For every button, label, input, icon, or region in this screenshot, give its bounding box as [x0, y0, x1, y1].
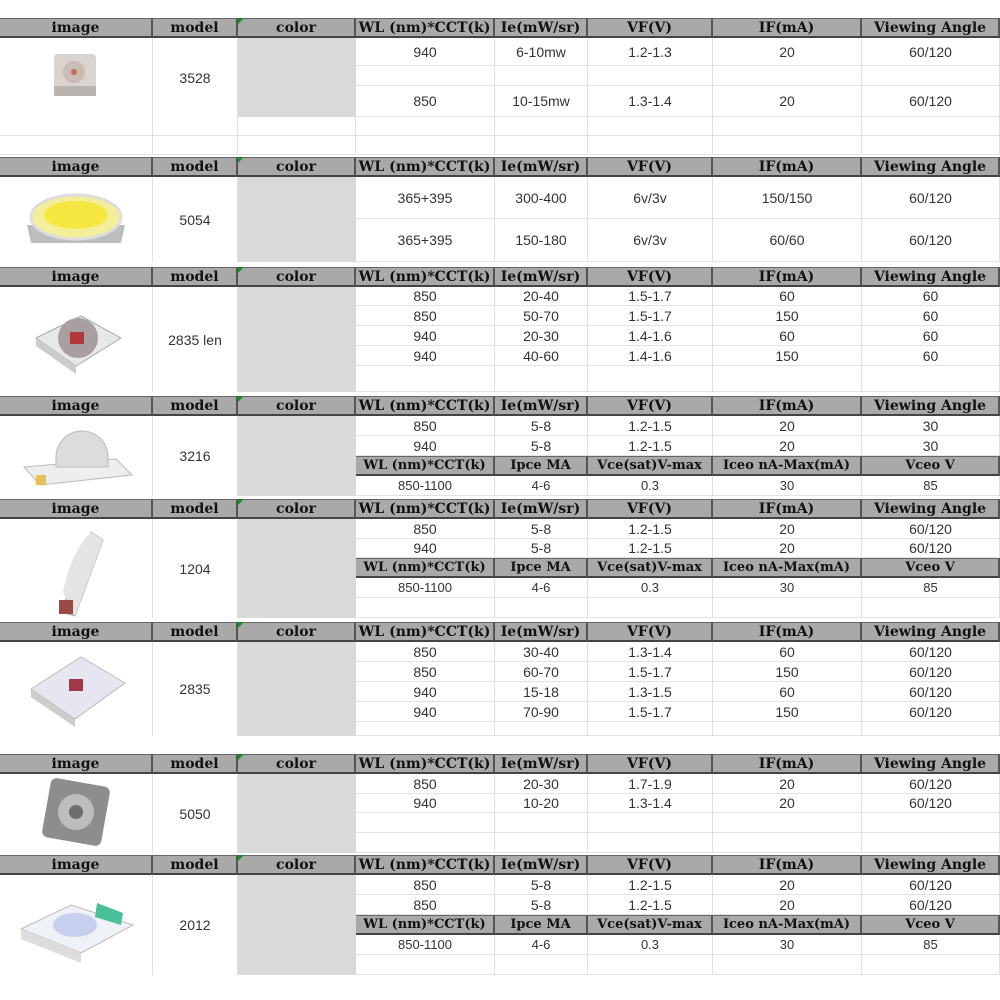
- color-swatch-cell[interactable]: [238, 774, 356, 853]
- column-header-if[interactable]: IF(mA): [713, 267, 862, 287]
- cell-wl-2[interactable]: 1.2-1.5: [588, 895, 713, 915]
- cell-wl-4[interactable]: 60/120: [862, 875, 1000, 895]
- cell-wl-1[interactable]: 50-70: [495, 306, 588, 326]
- column-header-image[interactable]: image: [0, 157, 153, 177]
- empty-cell[interactable]: [238, 136, 356, 155]
- column-header-model[interactable]: model: [153, 622, 238, 642]
- cell-ipce[interactable]: 4-6: [495, 578, 588, 598]
- cell-wl-0[interactable]: 365+395: [356, 177, 495, 219]
- sub-header-vce[interactable]: Vce(sat)V-max: [588, 915, 713, 935]
- empty-cell[interactable]: [862, 955, 1000, 975]
- column-header-angle[interactable]: Viewing Angle: [862, 499, 1000, 519]
- cell-wl-0[interactable]: 940: [356, 539, 495, 558]
- cell-wl-0[interactable]: 850: [356, 416, 495, 436]
- column-header-ie[interactable]: Ie(mW/sr): [495, 157, 588, 177]
- empty-row: [0, 136, 1000, 155]
- cell-wl-2[interactable]: 1.2-1.5: [588, 519, 713, 539]
- color-swatch-cell[interactable]: [238, 287, 356, 392]
- empty-cell[interactable]: [862, 813, 1000, 833]
- cell-wl-0[interactable]: 940: [356, 682, 495, 702]
- cell-wl-4[interactable]: 60: [862, 306, 1000, 326]
- sub-header-wl[interactable]: WL (nm)*CCT(k): [356, 915, 495, 935]
- empty-cell[interactable]: [862, 136, 1000, 155]
- column-header-if[interactable]: IF(mA): [713, 754, 862, 774]
- model-cell[interactable]: 2835: [153, 642, 238, 736]
- column-header-vf[interactable]: VF(V): [588, 499, 713, 519]
- empty-cell[interactable]: [356, 366, 495, 392]
- column-header-vf[interactable]: VF(V): [588, 157, 713, 177]
- cell-wl-1[interactable]: 40-60: [495, 346, 588, 366]
- sub-header-vce[interactable]: Vce(sat)V-max: [588, 558, 713, 578]
- empty-cell[interactable]: [356, 833, 495, 853]
- sub-header-vceo[interactable]: Vceo V: [862, 456, 1000, 476]
- cell-wl-2[interactable]: 1.4-1.6: [588, 346, 713, 366]
- column-header-if[interactable]: IF(mA): [713, 157, 862, 177]
- column-header-color[interactable]: color: [238, 754, 356, 774]
- column-header-angle[interactable]: Viewing Angle: [862, 855, 1000, 875]
- model-cell[interactable]: 5054: [153, 177, 238, 262]
- column-header-color[interactable]: color: [238, 396, 356, 416]
- cell-wl-4[interactable]: 60/120: [862, 539, 1000, 558]
- empty-cell[interactable]: [238, 117, 356, 136]
- cell-wl-1[interactable]: 5-8: [495, 875, 588, 895]
- column-header-wl[interactable]: WL (nm)*CCT(k): [356, 396, 495, 416]
- comment-indicator-icon: [238, 267, 244, 273]
- empty-cell[interactable]: [588, 955, 713, 975]
- column-header-ie[interactable]: Ie(mW/sr): [495, 855, 588, 875]
- column-header-angle[interactable]: Viewing Angle: [862, 267, 1000, 287]
- led-image-rgb: [36, 772, 116, 855]
- led-image-wide: [21, 183, 131, 256]
- empty-cell[interactable]: [495, 722, 588, 736]
- sub-header-ipce[interactable]: Ipce MA: [495, 456, 588, 476]
- cell-wl-0[interactable]: 850: [356, 306, 495, 326]
- column-header-angle[interactable]: Viewing Angle: [862, 157, 1000, 177]
- led-image-small: [11, 879, 141, 972]
- led-image-square: [46, 46, 106, 109]
- empty-cell[interactable]: [588, 136, 713, 155]
- column-header-vf[interactable]: VF(V): [588, 267, 713, 287]
- image-cell: [0, 875, 153, 975]
- cell-wl-1[interactable]: 5-8: [495, 436, 588, 456]
- sub-header-wl[interactable]: WL (nm)*CCT(k): [356, 558, 495, 578]
- cell-wl-0[interactable]: 940: [356, 436, 495, 456]
- cell-wl-2[interactable]: 1.4-1.6: [588, 326, 713, 346]
- empty-cell[interactable]: [713, 117, 862, 136]
- image-cell: [0, 519, 153, 618]
- empty-cell[interactable]: [356, 955, 495, 975]
- cell-wl-0[interactable]: 940: [356, 38, 495, 66]
- cell-wl-2[interactable]: 1.2-1.5: [588, 436, 713, 456]
- cell-wl-4[interactable]: 60: [862, 287, 1000, 306]
- empty-cell[interactable]: [588, 833, 713, 853]
- cell-wl-4[interactable]: 30: [862, 416, 1000, 436]
- column-header-wl[interactable]: WL (nm)*CCT(k): [356, 499, 495, 519]
- column-header-vf[interactable]: VF(V): [588, 396, 713, 416]
- column-header-angle[interactable]: Viewing Angle: [862, 754, 1000, 774]
- column-header-model[interactable]: model: [153, 855, 238, 875]
- column-header-wl[interactable]: WL (nm)*CCT(k): [356, 754, 495, 774]
- column-header-wl[interactable]: WL (nm)*CCT(k): [356, 855, 495, 875]
- cell-wl-4[interactable]: 60/120: [862, 519, 1000, 539]
- empty-cell[interactable]: [356, 813, 495, 833]
- comment-indicator-icon: [238, 18, 244, 24]
- comment-indicator-icon: [238, 396, 244, 402]
- cell-wl-0[interactable]: 365+395: [356, 219, 495, 262]
- cell-vce[interactable]: 0.3: [588, 935, 713, 955]
- column-header-model[interactable]: model: [153, 157, 238, 177]
- cell-wl-0[interactable]: 850: [356, 519, 495, 539]
- column-header-wl[interactable]: WL (nm)*CCT(k): [356, 622, 495, 642]
- model-cell[interactable]: 2012: [153, 875, 238, 975]
- empty-cell[interactable]: [713, 955, 862, 975]
- column-header-vf[interactable]: VF(V): [588, 622, 713, 642]
- color-swatch-cell[interactable]: [238, 519, 356, 618]
- cell-wl-0[interactable]: 850: [356, 287, 495, 306]
- cell-wl-2[interactable]: 1.3-1.5: [588, 682, 713, 702]
- cell-wl-1[interactable]: 5-8: [495, 895, 588, 915]
- cell-wl-2[interactable]: 1.3-1.4: [588, 642, 713, 662]
- column-header-model[interactable]: model: [153, 396, 238, 416]
- image-cell: [0, 774, 153, 853]
- led-image-side: [41, 512, 111, 625]
- column-header-vf[interactable]: VF(V): [588, 18, 713, 38]
- column-header-image[interactable]: image: [0, 754, 153, 774]
- cell-wl-4[interactable]: 60/120: [862, 177, 1000, 219]
- cell-wl-4[interactable]: 60/120: [862, 38, 1000, 66]
- empty-cell[interactable]: [713, 136, 862, 155]
- led-image-dome: [16, 415, 136, 498]
- sub-header-vceo[interactable]: Vceo V: [862, 558, 1000, 578]
- column-header-image[interactable]: image: [0, 855, 153, 875]
- cell-vceo[interactable]: 85: [862, 476, 1000, 496]
- cell-wl-4[interactable]: 60: [862, 346, 1000, 366]
- column-header-color[interactable]: color: [238, 157, 356, 177]
- column-header-color[interactable]: color: [238, 18, 356, 38]
- cell-wl-2[interactable]: [588, 66, 713, 86]
- empty-cell[interactable]: [713, 722, 862, 736]
- cell-wl-3[interactable]: 20: [713, 436, 862, 456]
- column-header-if[interactable]: IF(mA): [713, 622, 862, 642]
- model-cell[interactable]: 2835 len: [153, 287, 238, 392]
- column-header-image[interactable]: image: [0, 267, 153, 287]
- cell-vce[interactable]: 0.3: [588, 476, 713, 496]
- cell-wl-1[interactable]: 10-20: [495, 794, 588, 813]
- image-cell: [0, 416, 153, 496]
- cell-wl-2[interactable]: 1.2-1.5: [588, 539, 713, 558]
- column-header-color[interactable]: color: [238, 267, 356, 287]
- cell-wl-2[interactable]: 1.7-1.9: [588, 774, 713, 794]
- empty-cell[interactable]: [588, 366, 713, 392]
- cell-vceo[interactable]: 85: [862, 935, 1000, 955]
- column-header-vf[interactable]: VF(V): [588, 855, 713, 875]
- empty-cell[interactable]: [153, 117, 238, 136]
- model-cell[interactable]: 1204: [153, 519, 238, 618]
- cell-iceo[interactable]: 30: [713, 578, 862, 598]
- comment-indicator-icon: [238, 499, 244, 505]
- empty-cell[interactable]: [862, 366, 1000, 392]
- cell-vce[interactable]: 0.3: [588, 578, 713, 598]
- cell-wl-0[interactable]: 850: [356, 875, 495, 895]
- cell-wl-3[interactable]: 20: [713, 774, 862, 794]
- cell-wl-4[interactable]: 60/120: [862, 682, 1000, 702]
- column-header-color[interactable]: color: [238, 499, 356, 519]
- cell-wl-3[interactable]: 150: [713, 306, 862, 326]
- empty-cell[interactable]: [356, 598, 495, 618]
- cell-wl-3[interactable]: 20: [713, 416, 862, 436]
- empty-cell[interactable]: [495, 598, 588, 618]
- image-cell: [0, 177, 153, 262]
- cell-wl-3[interactable]: 150: [713, 346, 862, 366]
- cell-vceo[interactable]: 85: [862, 578, 1000, 598]
- column-header-model[interactable]: model: [153, 499, 238, 519]
- cell-wl-2[interactable]: 6v/3v: [588, 219, 713, 262]
- cell-wl-4[interactable]: 60/120: [862, 219, 1000, 262]
- cell-wl[interactable]: 850-1100: [356, 935, 495, 955]
- column-header-angle[interactable]: Viewing Angle: [862, 622, 1000, 642]
- empty-cell[interactable]: [356, 136, 495, 155]
- empty-cell[interactable]: [495, 813, 588, 833]
- sub-header-ipce[interactable]: Ipce MA: [495, 558, 588, 578]
- cell-wl-2[interactable]: 1.5-1.7: [588, 306, 713, 326]
- header-row: [0, 18, 1000, 38]
- cell-wl-1[interactable]: 5-8: [495, 539, 588, 558]
- column-header-ie[interactable]: Ie(mW/sr): [495, 396, 588, 416]
- comment-indicator-icon: [238, 855, 244, 861]
- column-header-wl[interactable]: WL (nm)*CCT(k): [356, 157, 495, 177]
- cell-wl-0[interactable]: 940: [356, 326, 495, 346]
- cell-wl-1[interactable]: 20-30: [495, 326, 588, 346]
- cell-wl-1[interactable]: 6-10mw: [495, 38, 588, 66]
- header-row: [0, 396, 1000, 416]
- column-header-vf[interactable]: VF(V): [588, 754, 713, 774]
- column-header-image[interactable]: image: [0, 396, 153, 416]
- cell-wl-0[interactable]: 850: [356, 642, 495, 662]
- cell-wl-4[interactable]: [862, 66, 1000, 86]
- cell-wl-1[interactable]: 5-8: [495, 519, 588, 539]
- cell-wl-1[interactable]: 20-40: [495, 287, 588, 306]
- model-cell[interactable]: 3528: [153, 38, 238, 117]
- color-swatch-cell[interactable]: [238, 416, 356, 496]
- cell-wl-3[interactable]: 20: [713, 794, 862, 813]
- led-image-lens: [26, 298, 126, 381]
- column-header-wl[interactable]: WL (nm)*CCT(k): [356, 267, 495, 287]
- column-header-angle[interactable]: Viewing Angle: [862, 396, 1000, 416]
- empty-cell[interactable]: [713, 598, 862, 618]
- header-row: [0, 267, 1000, 287]
- image-cell: [0, 287, 153, 392]
- column-header-ie[interactable]: Ie(mW/sr): [495, 18, 588, 38]
- column-header-color[interactable]: color: [238, 855, 356, 875]
- cell-wl-3[interactable]: 20: [713, 519, 862, 539]
- cell-wl-1[interactable]: 150-180: [495, 219, 588, 262]
- empty-cell[interactable]: [356, 722, 495, 736]
- empty-row: [0, 117, 1000, 136]
- cell-wl-0[interactable]: 940: [356, 702, 495, 722]
- comment-indicator-icon: [238, 622, 244, 628]
- empty-cell[interactable]: [495, 117, 588, 136]
- cell-wl-2[interactable]: 1.5-1.7: [588, 287, 713, 306]
- empty-cell[interactable]: [588, 813, 713, 833]
- column-header-if[interactable]: IF(mA): [713, 18, 862, 38]
- cell-wl-3[interactable]: 20: [713, 539, 862, 558]
- comment-indicator-icon: [238, 157, 244, 163]
- empty-cell[interactable]: [713, 813, 862, 833]
- cell-wl-0[interactable]: 850: [356, 86, 495, 117]
- cell-wl-2[interactable]: 1.3-1.4: [588, 86, 713, 117]
- empty-cell[interactable]: [153, 136, 238, 155]
- cell-wl-3[interactable]: 20: [713, 86, 862, 117]
- cell-wl-0[interactable]: 940: [356, 794, 495, 813]
- column-header-ie[interactable]: Ie(mW/sr): [495, 622, 588, 642]
- empty-cell[interactable]: [862, 722, 1000, 736]
- sub-header-vceo[interactable]: Vceo V: [862, 915, 1000, 935]
- cell-ipce[interactable]: 4-6: [495, 935, 588, 955]
- column-header-model[interactable]: model: [153, 18, 238, 38]
- empty-cell[interactable]: [862, 598, 1000, 618]
- column-header-if[interactable]: IF(mA): [713, 499, 862, 519]
- cell-wl-4[interactable]: 60/120: [862, 895, 1000, 915]
- sub-header-ipce[interactable]: Ipce MA: [495, 915, 588, 935]
- cell-iceo[interactable]: 30: [713, 935, 862, 955]
- empty-cell[interactable]: [588, 117, 713, 136]
- cell-wl-1[interactable]: 30-40: [495, 642, 588, 662]
- empty-cell[interactable]: [588, 722, 713, 736]
- cell-wl-4[interactable]: 60/120: [862, 642, 1000, 662]
- sub-header-vce[interactable]: Vce(sat)V-max: [588, 456, 713, 476]
- cell-wl-3[interactable]: 60: [713, 326, 862, 346]
- cell-wl-3[interactable]: 20: [713, 875, 862, 895]
- cell-wl-4[interactable]: 60/120: [862, 774, 1000, 794]
- cell-ipce[interactable]: 4-6: [495, 476, 588, 496]
- cell-wl-0[interactable]: 850: [356, 895, 495, 915]
- model-cell[interactable]: 5050: [153, 774, 238, 853]
- cell-wl-2[interactable]: 1.3-1.4: [588, 794, 713, 813]
- cell-wl-1[interactable]: 70-90: [495, 702, 588, 722]
- cell-wl-0[interactable]: 850: [356, 662, 495, 682]
- empty-cell[interactable]: [588, 598, 713, 618]
- header-row: [0, 855, 1000, 875]
- led-image-chip: [21, 643, 131, 736]
- cell-wl-1[interactable]: 10-15mw: [495, 86, 588, 117]
- image-cell: [0, 642, 153, 736]
- header-row: [0, 157, 1000, 177]
- sub-header-iceo[interactable]: Iceo nA-Max(mA): [713, 456, 862, 476]
- cell-wl-1[interactable]: 20-30: [495, 774, 588, 794]
- color-swatch-cell[interactable]: [238, 642, 356, 736]
- column-header-ie[interactable]: Ie(mW/sr): [495, 267, 588, 287]
- cell-wl-4[interactable]: 30: [862, 436, 1000, 456]
- image-cell: [0, 38, 153, 117]
- empty-cell[interactable]: [713, 833, 862, 853]
- empty-cell[interactable]: [862, 117, 1000, 136]
- empty-cell[interactable]: [356, 117, 495, 136]
- column-header-image[interactable]: image: [0, 18, 153, 38]
- cell-wl-1[interactable]: 60-70: [495, 662, 588, 682]
- cell-wl-4[interactable]: 60/120: [862, 86, 1000, 117]
- cell-wl-2[interactable]: 1.2-1.5: [588, 416, 713, 436]
- cell-wl[interactable]: 850-1100: [356, 578, 495, 598]
- comment-indicator-icon: [238, 754, 244, 760]
- cell-wl-3[interactable]: 60: [713, 642, 862, 662]
- cell-wl-2[interactable]: 1.5-1.7: [588, 702, 713, 722]
- column-header-ie[interactable]: Ie(mW/sr): [495, 754, 588, 774]
- cell-wl-3[interactable]: 150: [713, 662, 862, 682]
- cell-wl-4[interactable]: 60/120: [862, 662, 1000, 682]
- empty-cell[interactable]: [0, 136, 153, 155]
- cell-wl-1[interactable]: 5-8: [495, 416, 588, 436]
- cell-wl-4[interactable]: 60/120: [862, 794, 1000, 813]
- empty-cell[interactable]: [495, 833, 588, 853]
- column-header-image[interactable]: image: [0, 499, 153, 519]
- cell-wl-0[interactable]: [356, 66, 495, 86]
- column-header-if[interactable]: IF(mA): [713, 396, 862, 416]
- color-swatch-cell[interactable]: [238, 875, 356, 975]
- cell-wl-3[interactable]: 60: [713, 682, 862, 702]
- sub-header-wl[interactable]: WL (nm)*CCT(k): [356, 456, 495, 476]
- model-cell[interactable]: 3216: [153, 416, 238, 496]
- sub-header-iceo[interactable]: Iceo nA-Max(mA): [713, 915, 862, 935]
- cell-wl-0[interactable]: 850: [356, 774, 495, 794]
- empty-cell[interactable]: [495, 136, 588, 155]
- empty-cell[interactable]: [713, 366, 862, 392]
- cell-wl-2[interactable]: 1.5-1.7: [588, 662, 713, 682]
- cell-iceo[interactable]: 30: [713, 476, 862, 496]
- column-header-ie[interactable]: Ie(mW/sr): [495, 499, 588, 519]
- empty-cell[interactable]: [862, 833, 1000, 853]
- column-header-angle[interactable]: Viewing Angle: [862, 18, 1000, 38]
- column-header-model[interactable]: model: [153, 267, 238, 287]
- header-row: [0, 499, 1000, 519]
- cell-wl-4[interactable]: 60: [862, 326, 1000, 346]
- column-header-image[interactable]: image: [0, 622, 153, 642]
- sub-header-iceo[interactable]: Iceo nA-Max(mA): [713, 558, 862, 578]
- color-swatch-cell[interactable]: [238, 38, 356, 117]
- cell-wl-2[interactable]: 6v/3v: [588, 177, 713, 219]
- header-row: [0, 754, 1000, 774]
- header-row: [0, 622, 1000, 642]
- cell-wl-3[interactable]: 150/150: [713, 177, 862, 219]
- cell-wl-1[interactable]: 15-18: [495, 682, 588, 702]
- column-header-model[interactable]: model: [153, 754, 238, 774]
- cell-wl-3[interactable]: 60/60: [713, 219, 862, 262]
- cell-wl-1[interactable]: 300-400: [495, 177, 588, 219]
- color-swatch-cell[interactable]: [238, 177, 356, 262]
- cell-wl-2[interactable]: 1.2-1.3: [588, 38, 713, 66]
- cell-wl-3[interactable]: [713, 66, 862, 86]
- cell-wl-3[interactable]: 60: [713, 287, 862, 306]
- cell-wl[interactable]: 850-1100: [356, 476, 495, 496]
- empty-cell[interactable]: [495, 955, 588, 975]
- cell-wl-3[interactable]: 20: [713, 38, 862, 66]
- cell-wl-0[interactable]: 940: [356, 346, 495, 366]
- cell-wl-3[interactable]: 150: [713, 702, 862, 722]
- cell-wl-1[interactable]: [495, 66, 588, 86]
- cell-wl-4[interactable]: 60/120: [862, 702, 1000, 722]
- cell-wl-2[interactable]: 1.2-1.5: [588, 875, 713, 895]
- column-header-color[interactable]: color: [238, 622, 356, 642]
- column-header-wl[interactable]: WL (nm)*CCT(k): [356, 18, 495, 38]
- empty-cell[interactable]: [0, 117, 153, 136]
- cell-wl-3[interactable]: 20: [713, 895, 862, 915]
- column-header-if[interactable]: IF(mA): [713, 855, 862, 875]
- empty-cell[interactable]: [495, 366, 588, 392]
